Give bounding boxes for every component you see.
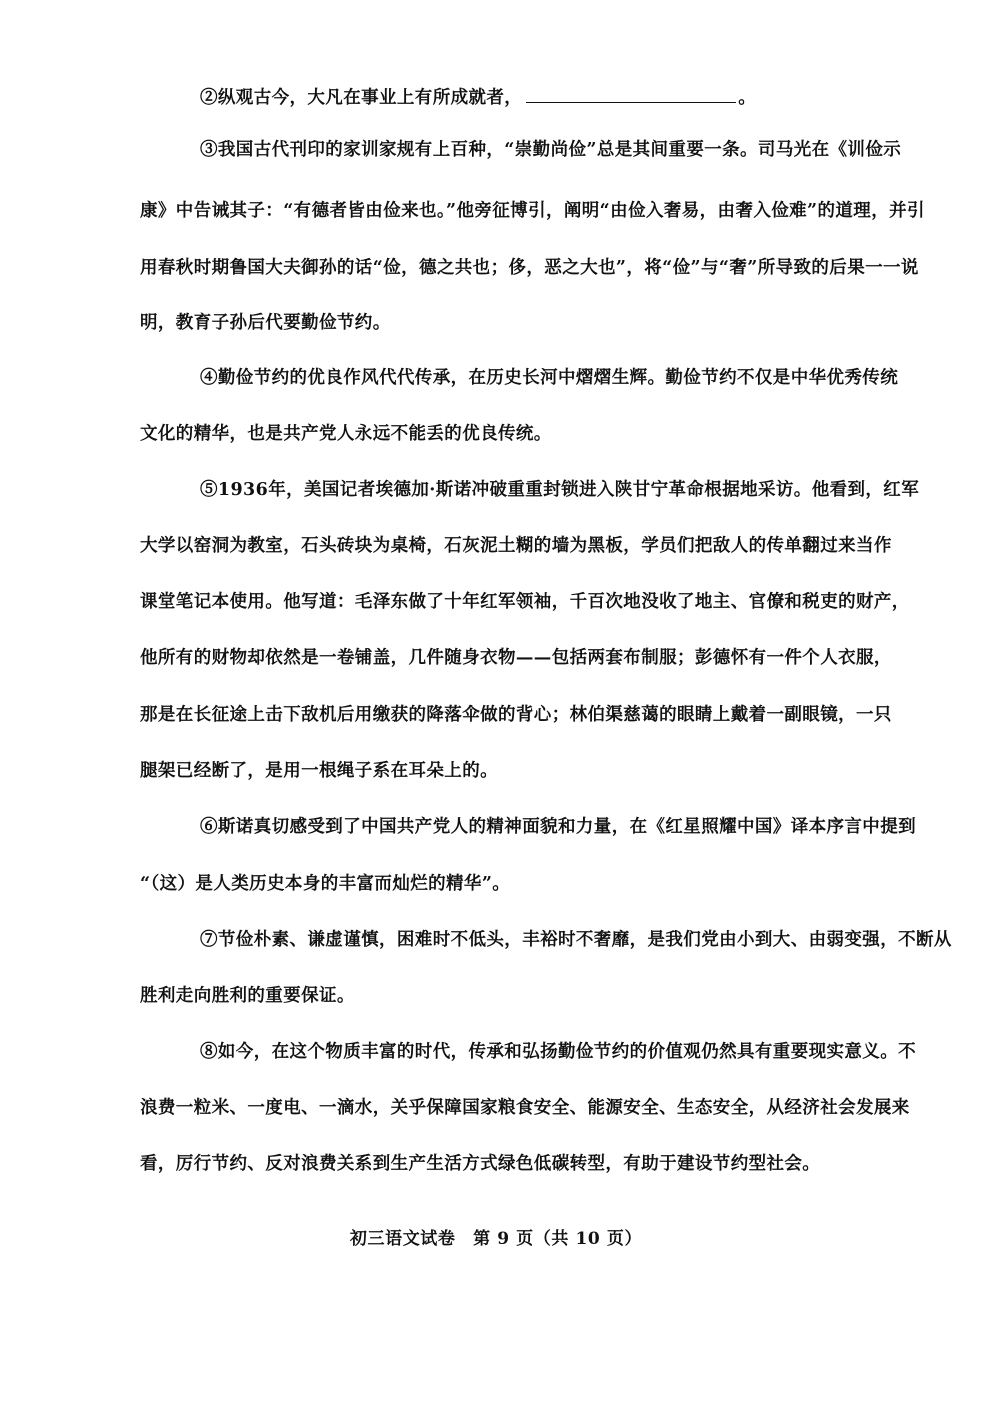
paragraph-5-line-1: ⑤1936年，美国记者埃德加·斯诺冲破重重封锁进入陕甘宁革命根据地采访。他看到，红军 — [200, 480, 920, 500]
paragraph-8-line-3: 看，厉行节约、反对浪费关系到生产生活方式绿色低碳转型，有助于建设节约型社会。 — [140, 1154, 821, 1174]
paragraph-5-line-4: 他所有的财物却依然是一卷铺盖，几件随身衣物——包括两套布制服；彭德怀有一件个人衣服， — [140, 648, 892, 668]
paragraph-3-line-4: 明，教育子孙后代要勤俭节约。 — [140, 313, 391, 333]
paragraph-2-end: 。 — [738, 88, 757, 108]
paragraph-6-line-1: ⑥斯诺真切感受到了中国共产党人的精神面貌和力量，在《红星照耀中国》译本序言中提到 — [200, 817, 916, 837]
paragraph-7-line-2: 胜利走向胜利的重要保证。 — [140, 986, 355, 1006]
paragraph-3-line-3: 用春秋时期鲁国大夫御孙的话“俭，德之共也；侈，恶之大也”，将“俭”与“奢”所导致的后果一一说 — [140, 258, 919, 278]
answer-blank[interactable] — [526, 84, 736, 103]
paragraph-3-line-2: 康》中告诫其子：“有德者皆由俭来也。”他旁征博引，阐明“由俭入奢易，由奢入俭难”的道理，并引 — [140, 201, 925, 221]
paragraph-4-line-2: 文化的精华，也是共产党人永远不能丢的优良传统。 — [140, 424, 552, 444]
paragraph-6-line-2: “（这）是人类历史本身的丰富而灿烂的精华”。 — [140, 874, 511, 894]
paragraph-4-line-1: ④勤俭节约的优良作风代代传承，在历史长河中熠熠生辉。勤俭节约不仅是中华优秀传统 — [200, 368, 899, 388]
paragraph-5-line-5: 那是在长征途上击下敌机后用缴获的降落伞做的背心；林伯渠慈蔼的眼睛上戴着一副眼镜，一只 — [140, 705, 892, 725]
paragraph-8-line-2: 浪费一粒米、一度电、一滴水，关乎保障国家粮食安全、能源安全、生态安全，从经济社会发展来 — [140, 1098, 910, 1118]
paragraph-5-line-2: 大学以窑洞为教室，石头砖块为桌椅，石灰泥土糊的墙为黑板，学员们把敌人的传单翻过来当作 — [140, 536, 892, 556]
paragraph-7-line-1: ⑦节俭朴素、谦虚谨慎，困难时不低头，丰裕时不奢靡，是我们党由小到大、由弱变强，不断从 — [200, 930, 952, 950]
paragraph-8-line-1: ⑧如今，在这个物质丰富的时代，传承和弘扬勤俭节约的价值观仍然具有重要现实意义。不 — [200, 1042, 916, 1062]
page-footer: 初三语文试卷 第 9 页（共 10 页） — [349, 1229, 643, 1249]
paragraph-2 — [200, 84, 860, 110]
paragraph-3-line-1: ③我国古代刊印的家训家规有上百种，“崇勤尚俭”总是其间重要一条。司马光在《训俭示 — [200, 140, 902, 160]
paragraph-2-text: ②纵观古今，大凡在事业上有所成就者， — [200, 88, 523, 108]
paragraph-5-line-3: 课堂笔记本使用。他写道：毛泽东做了十年红军领袖，千百次地没收了地主、官僚和税吏的财产， — [140, 592, 910, 612]
paragraph-5-line-6: 腿架已经断了，是用一根绳子系在耳朵上的。 — [140, 761, 498, 781]
